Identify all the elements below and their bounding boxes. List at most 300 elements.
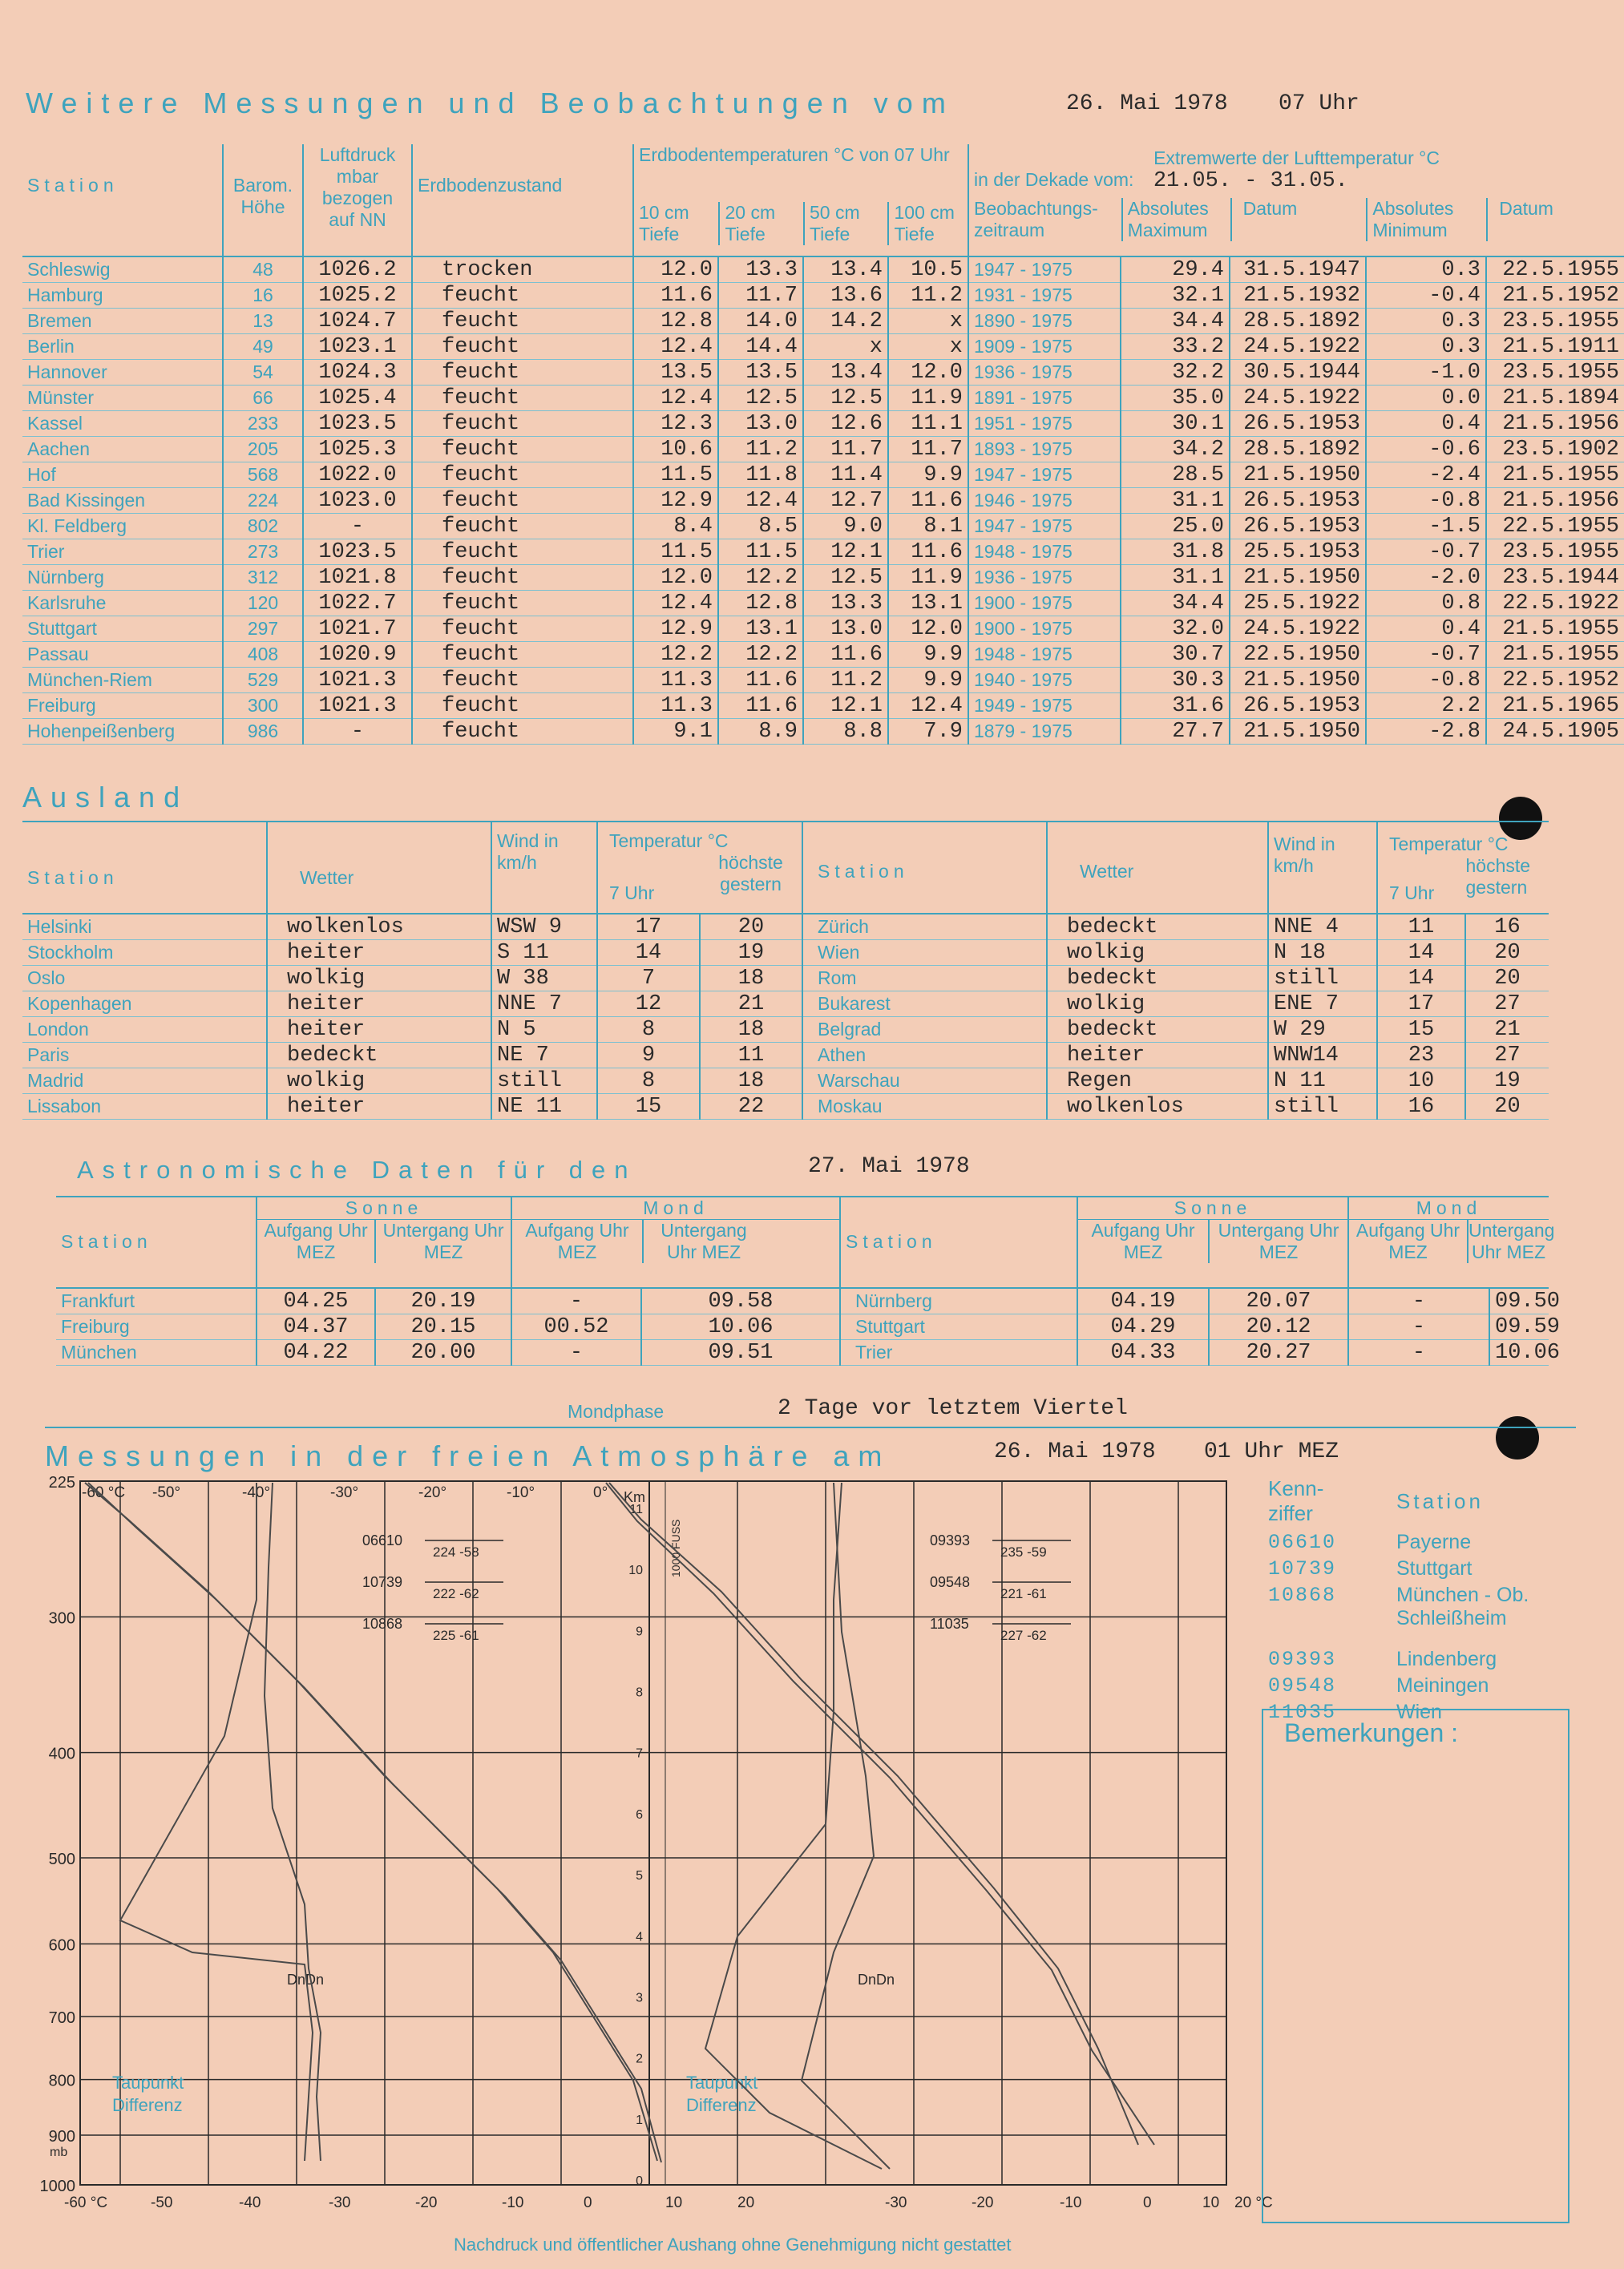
cell: - xyxy=(1348,1288,1489,1314)
legend-row xyxy=(1268,1674,1573,1698)
cell: Kl. Feldberg xyxy=(22,514,223,539)
cell: 11.3 xyxy=(633,668,718,693)
cell: 21 xyxy=(700,991,802,1017)
col-max: Absolutes Maximum xyxy=(1121,198,1230,241)
abroad-col-temp-l xyxy=(597,822,802,914)
abroad-col-7-r: 7 Uhr xyxy=(1389,882,1435,903)
cell: Schleswig xyxy=(22,256,223,283)
temp-label-bottom: -60 °C xyxy=(64,2194,108,2211)
cell: feucht xyxy=(412,334,633,360)
abroad-temp-title-r: Temperatur °C xyxy=(1389,834,1509,854)
cell: 20 xyxy=(1465,1094,1549,1120)
dndn-label: DnDn xyxy=(287,1972,325,1988)
cell: - xyxy=(511,1288,641,1314)
cell: 11.8 xyxy=(718,462,803,488)
right-tropopause: 221 -61 xyxy=(1000,1586,1047,1601)
cell: 14 xyxy=(1377,940,1465,966)
temp-label-top: -30° xyxy=(330,1484,359,1501)
depth-100: 100 cm Tiefe xyxy=(887,202,968,245)
cell: feucht xyxy=(412,565,633,591)
legend-id: 09548 xyxy=(1268,1674,1337,1698)
cell: 04.22 xyxy=(257,1340,375,1366)
temp-label-bottom: -10 xyxy=(502,2194,524,2211)
cell: 09.59 xyxy=(1489,1314,1549,1340)
temp-label-bottom: 10 xyxy=(1202,2194,1220,2211)
temp-label-bottom: -10 xyxy=(1060,2194,1082,2211)
abroad-col-max-r: höchste gestern xyxy=(1465,855,1531,898)
cell: feucht xyxy=(412,488,633,514)
astro-sun-set-r: Untergang Uhr MEZ xyxy=(1208,1220,1347,1263)
cell: 21.5.1950 xyxy=(1230,668,1366,693)
legend-id: 10868 xyxy=(1268,1584,1337,1607)
col-period: Beobachtungs-zeitraum xyxy=(974,198,1098,240)
astro-sun-l xyxy=(257,1197,511,1288)
cell: 04.19 xyxy=(1077,1288,1209,1314)
cell: Bad Kissingen xyxy=(22,488,223,514)
cell: Kopenhagen xyxy=(22,991,267,1017)
cell: x xyxy=(888,334,968,360)
cell: 12.0 xyxy=(888,360,968,386)
cell: 18 xyxy=(700,966,802,991)
cell: -0.8 xyxy=(1366,668,1486,693)
cell: 14 xyxy=(597,940,700,966)
cell: 12.0 xyxy=(633,256,718,283)
table-row xyxy=(22,616,1624,642)
legend-id: 11035 xyxy=(1268,1701,1337,1724)
cell: 1022.0 xyxy=(303,462,412,488)
legend-head-id: Kenn-ziffer xyxy=(1268,1476,1324,1525)
km-tick-label: 1 xyxy=(636,2113,643,2127)
cell: 1948 - 1975 xyxy=(968,539,1121,565)
cell: 21.5.1894 xyxy=(1486,386,1624,411)
depth-10: 10 cm Tiefe xyxy=(639,202,689,244)
cell: 19 xyxy=(700,940,802,966)
mb-label: mb xyxy=(50,2146,68,2159)
cell: -0.4 xyxy=(1366,283,1486,309)
cell: NE 7 xyxy=(491,1043,597,1068)
cell: 12.4 xyxy=(633,386,718,411)
table-row xyxy=(22,309,1624,334)
col-station: Station xyxy=(22,144,223,256)
cell: 12.7 xyxy=(803,488,888,514)
cell: bedeckt xyxy=(1047,914,1268,940)
legend-station: Payerne xyxy=(1396,1531,1472,1553)
legend-station: München - Ob. Schleißheim xyxy=(1396,1584,1529,1629)
cell: 14.4 xyxy=(718,334,803,360)
cell: 7 xyxy=(597,966,700,991)
cell: 13 xyxy=(223,309,303,334)
cell: 13.4 xyxy=(803,360,888,386)
abroad-col-wind-l: Wind in km/h xyxy=(491,822,597,914)
cell: Oslo xyxy=(22,966,267,991)
cell: Hof xyxy=(22,462,223,488)
remarks-label: Bemerkungen : xyxy=(1284,1718,1459,1747)
cell: 12.2 xyxy=(718,565,803,591)
cell: N 5 xyxy=(491,1017,597,1043)
cell: 9.9 xyxy=(888,668,968,693)
astro-sun-r xyxy=(1077,1197,1348,1288)
taupunkt-label: Taupunkt xyxy=(686,2073,758,2093)
cell: Karlsruhe xyxy=(22,591,223,616)
legend-row xyxy=(1268,1584,1573,1630)
cell: 1947 - 1975 xyxy=(968,462,1121,488)
cell: 1879 - 1975 xyxy=(968,719,1121,745)
cell: 24.5.1922 xyxy=(1230,616,1366,642)
cell: 09.50 xyxy=(1489,1288,1549,1314)
cell: 09.58 xyxy=(641,1288,840,1314)
cell: 11.6 xyxy=(718,668,803,693)
moonphase-value: 2 Tage vor letztem Viertel xyxy=(778,1396,1128,1421)
cell: 1022.7 xyxy=(303,591,412,616)
cell: -1.5 xyxy=(1366,514,1486,539)
cell: Rom xyxy=(802,966,1047,991)
cell: NE 11 xyxy=(491,1094,597,1120)
cell: 1024.3 xyxy=(303,360,412,386)
cell: Belgrad xyxy=(802,1017,1047,1043)
table-row xyxy=(22,488,1624,514)
table-row xyxy=(22,693,1624,719)
cell: Hohenpeißenberg xyxy=(22,719,223,745)
cell: 30.7 xyxy=(1121,642,1230,668)
cell: NNE 7 xyxy=(491,991,597,1017)
cell: 12.2 xyxy=(633,642,718,668)
cell: wolkig xyxy=(267,966,491,991)
cell: Nürnberg xyxy=(22,565,223,591)
cell: 11.3 xyxy=(633,693,718,719)
cell: - xyxy=(303,514,412,539)
cell: 1020.9 xyxy=(303,642,412,668)
temp-label-bottom: -20 xyxy=(415,2194,438,2211)
taupunkt-label: Taupunkt xyxy=(112,2073,184,2093)
astro-moon-title-l: Mond xyxy=(512,1197,839,1220)
cell: -2.0 xyxy=(1366,565,1486,591)
isobar-label: 300 xyxy=(48,1609,75,1628)
cell: 1947 - 1975 xyxy=(968,256,1121,283)
cell: 17 xyxy=(597,914,700,940)
cell: 12.1 xyxy=(803,693,888,719)
cell: 27 xyxy=(1465,991,1549,1017)
cell: München-Riem xyxy=(22,668,223,693)
cell: - xyxy=(1348,1314,1489,1340)
abroad-col-wind-r: Wind in km/h xyxy=(1268,822,1377,914)
cell: 1948 - 1975 xyxy=(968,642,1121,668)
cell: 9.9 xyxy=(888,462,968,488)
col-max-date: Datum xyxy=(1230,198,1367,241)
km-tick-label: 7 xyxy=(636,1746,643,1761)
cell: 28.5 xyxy=(1121,462,1230,488)
cell: 1021.8 xyxy=(303,565,412,591)
table-row xyxy=(22,991,1549,1017)
cell: 1023.1 xyxy=(303,334,412,360)
cell: 0.0 xyxy=(1366,386,1486,411)
abroad-col-station-r: Station xyxy=(802,822,1047,914)
footer-note: Nachdruck und öffentlicher Aushang ohne Genehmigung nicht gestattet xyxy=(454,2235,1012,2255)
cell: 21.5.1950 xyxy=(1230,462,1366,488)
cell: 34.2 xyxy=(1121,437,1230,462)
cell: 1936 - 1975 xyxy=(968,360,1121,386)
cell: - xyxy=(511,1340,641,1366)
cell: 13.3 xyxy=(718,256,803,283)
legend-id: 10739 xyxy=(1268,1557,1337,1581)
cell: - xyxy=(1348,1340,1489,1366)
cell: 54 xyxy=(223,360,303,386)
cell: 10.5 xyxy=(888,256,968,283)
cell: 16 xyxy=(223,283,303,309)
km-tick-label: 2 xyxy=(636,2052,643,2066)
temp-label-bottom: 10 xyxy=(665,2194,683,2211)
cell: still xyxy=(1268,966,1377,991)
cell: 9.9 xyxy=(888,642,968,668)
temp-label-bottom: 0 xyxy=(584,2194,592,2211)
cell: Passau xyxy=(22,642,223,668)
cell: 0.8 xyxy=(1366,591,1486,616)
cell: 12.9 xyxy=(633,488,718,514)
legend-id: 06610 xyxy=(1268,1531,1337,1554)
cell: -2.8 xyxy=(1366,719,1486,745)
cell: 13.5 xyxy=(633,360,718,386)
cell: 1947 - 1975 xyxy=(968,514,1121,539)
astro-sun-title-l: Sonne xyxy=(257,1197,511,1220)
cell: 20 xyxy=(1465,940,1549,966)
cell: Moskau xyxy=(802,1094,1047,1120)
cell: 0.4 xyxy=(1366,616,1486,642)
cell: 14.0 xyxy=(718,309,803,334)
aerological-diagram xyxy=(32,1472,1283,2217)
table-row xyxy=(22,642,1624,668)
cell: 1023.0 xyxy=(303,488,412,514)
cell: 04.29 xyxy=(1077,1314,1209,1340)
abroad-col-weather-l: Wetter xyxy=(267,822,491,914)
cell: 21.5.1952 xyxy=(1486,283,1624,309)
cell: Frankfurt xyxy=(56,1288,257,1314)
cell: N 18 xyxy=(1268,940,1377,966)
cell: 25.5.1953 xyxy=(1230,539,1366,565)
cell: 8 xyxy=(597,1068,700,1094)
cell: 12.6 xyxy=(803,411,888,437)
cell: 20.07 xyxy=(1209,1288,1348,1314)
cell: Freiburg xyxy=(56,1314,257,1340)
cell: 31.1 xyxy=(1121,565,1230,591)
cell: -1.0 xyxy=(1366,360,1486,386)
sounding-curve xyxy=(705,1483,882,2169)
cell: 568 xyxy=(223,462,303,488)
cell: 14.2 xyxy=(803,309,888,334)
cell: W 29 xyxy=(1268,1017,1377,1043)
cell: 10 xyxy=(1377,1068,1465,1094)
temp-label-top: 0° xyxy=(593,1484,608,1501)
km-label: Km xyxy=(624,1489,645,1505)
abroad-col-max-l: höchste gestern xyxy=(718,852,783,894)
soil-temp-title: Erdbodentemperaturen °C von 07 Uhr xyxy=(639,144,950,165)
astro-col-station-l: Station xyxy=(56,1197,257,1288)
temp-label-top: -50° xyxy=(152,1484,181,1501)
cell: 1023.5 xyxy=(303,539,412,565)
cell: 9.1 xyxy=(633,719,718,745)
cell: trocken xyxy=(412,256,633,283)
km-tick-label: 3 xyxy=(636,1991,643,2005)
cell: 25.5.1922 xyxy=(1230,591,1366,616)
cell: 33.2 xyxy=(1121,334,1230,360)
cell: 23.5.1944 xyxy=(1486,565,1624,591)
km-tick-label: 8 xyxy=(636,1686,643,1700)
col-pressure: Luftdruck mbar bezogen auf NN xyxy=(303,144,412,256)
left-tropopause: 222 -62 xyxy=(433,1586,479,1601)
col-extreme xyxy=(968,144,1624,256)
cell: München xyxy=(56,1340,257,1366)
cell: 11.7 xyxy=(718,283,803,309)
left-station-id: 10739 xyxy=(362,1574,403,1590)
cell: 18 xyxy=(700,1017,802,1043)
table-row xyxy=(22,437,1624,462)
legend-row xyxy=(1268,1531,1573,1554)
cell: 12.4 xyxy=(633,591,718,616)
taupunkt-label: Differenz xyxy=(686,2095,757,2115)
astro-sun-rise-r: Aufgang Uhr MEZ xyxy=(1091,1220,1195,1262)
temp-label-top: -60 °C xyxy=(82,1484,126,1501)
cell: 11.1 xyxy=(888,411,968,437)
cell: 8 xyxy=(597,1017,700,1043)
table-row xyxy=(22,1068,1549,1094)
cell: 28.5.1892 xyxy=(1230,437,1366,462)
right-tropopause: 227 -62 xyxy=(1000,1628,1047,1643)
cell: 21.5.1955 xyxy=(1486,642,1624,668)
cell: 15 xyxy=(597,1094,700,1120)
cell: 12.3 xyxy=(633,411,718,437)
cell: feucht xyxy=(412,437,633,462)
table-row xyxy=(22,334,1624,360)
cell: WNW14 xyxy=(1268,1043,1377,1068)
cell: 11.6 xyxy=(633,283,718,309)
cell: 233 xyxy=(223,411,303,437)
cell: 1025.2 xyxy=(303,283,412,309)
cell: 1900 - 1975 xyxy=(968,616,1121,642)
cell: 21.5.1955 xyxy=(1486,616,1624,642)
cell: 26.5.1953 xyxy=(1230,514,1366,539)
cell: 0.3 xyxy=(1366,256,1486,283)
cell: heiter xyxy=(267,1094,491,1120)
cell: 11 xyxy=(1377,914,1465,940)
cell: 34.4 xyxy=(1121,591,1230,616)
cell: wolkig xyxy=(1047,991,1268,1017)
cell: 11.6 xyxy=(888,539,968,565)
depth-50: 50 cm Tiefe xyxy=(803,202,888,245)
cell: 11.2 xyxy=(888,283,968,309)
cell: 30.3 xyxy=(1121,668,1230,693)
cell: 1949 - 1975 xyxy=(968,693,1121,719)
extreme-title: Extremwerte der Lufttemperatur °C xyxy=(1153,147,1440,168)
cell: Stockholm xyxy=(22,940,267,966)
abroad-col-7-l: 7 Uhr xyxy=(609,882,655,903)
abroad-title: Ausland xyxy=(22,781,189,814)
cell: 1021.7 xyxy=(303,616,412,642)
cell: 9.0 xyxy=(803,514,888,539)
cell: feucht xyxy=(412,360,633,386)
cell: 21.5.1950 xyxy=(1230,719,1366,745)
cell: 12.4 xyxy=(888,693,968,719)
cell: 802 xyxy=(223,514,303,539)
cell: NNE 4 xyxy=(1268,914,1377,940)
cell: heiter xyxy=(267,991,491,1017)
table-row xyxy=(22,462,1624,488)
cell: 26.5.1953 xyxy=(1230,488,1366,514)
temp-label-bottom: 20 °C xyxy=(1234,2194,1273,2211)
cell: feucht xyxy=(412,309,633,334)
cell: 25.0 xyxy=(1121,514,1230,539)
cell: 21.5.1956 xyxy=(1486,411,1624,437)
cell: 31.1 xyxy=(1121,488,1230,514)
cell: 10.06 xyxy=(641,1314,840,1340)
col-soil-state: Erdbodenzustand xyxy=(412,144,633,256)
cell: 11.5 xyxy=(633,539,718,565)
cell: Berlin xyxy=(22,334,223,360)
cell: 14 xyxy=(1377,966,1465,991)
cell: 300 xyxy=(223,693,303,719)
cell: 12.4 xyxy=(633,334,718,360)
astro-sun-title-r: Sonne xyxy=(1078,1197,1347,1220)
cell: 30.5.1944 xyxy=(1230,360,1366,386)
header-time: 07 Uhr xyxy=(1279,91,1359,116)
cell: Madrid xyxy=(22,1068,267,1094)
cell: 17 xyxy=(1377,991,1465,1017)
cell: 13.4 xyxy=(803,256,888,283)
cell: 31.6 xyxy=(1121,693,1230,719)
right-station-id: 11035 xyxy=(930,1616,969,1632)
cell: 12.4 xyxy=(718,488,803,514)
sounding-curve xyxy=(606,1483,1154,2145)
cell: 23.5.1955 xyxy=(1486,309,1624,334)
cell: 21.5.1950 xyxy=(1230,565,1366,591)
cell: Wien xyxy=(802,940,1047,966)
cell: 22.5.1950 xyxy=(1230,642,1366,668)
cell: WSW 9 xyxy=(491,914,597,940)
cell: 11.5 xyxy=(718,539,803,565)
cell: -2.4 xyxy=(1366,462,1486,488)
cell: bedeckt xyxy=(1047,1017,1268,1043)
astro-moon-title-r: Mond xyxy=(1349,1197,1549,1220)
temp-label-top: -10° xyxy=(507,1484,535,1501)
cell: feucht xyxy=(412,514,633,539)
cell: 529 xyxy=(223,668,303,693)
cell: 9 xyxy=(597,1043,700,1068)
dndn-label: DnDn xyxy=(858,1972,895,1988)
col-min-date: Datum xyxy=(1486,198,1624,241)
cell: 13.1 xyxy=(888,591,968,616)
abroad-temp-title-l: Temperatur °C xyxy=(609,830,729,851)
legend-station: Meiningen xyxy=(1396,1674,1489,1697)
cell: x xyxy=(888,309,968,334)
temp-label-bottom: 20 xyxy=(737,2194,755,2211)
cell: 20 xyxy=(700,914,802,940)
temp-label-bottom: -40 xyxy=(239,2194,261,2211)
cell: 24.5.1922 xyxy=(1230,386,1366,411)
cell: Bukarest xyxy=(802,991,1047,1017)
legend-head-station: Station xyxy=(1396,1489,1484,1513)
cell: 1026.2 xyxy=(303,256,412,283)
table-row xyxy=(22,914,1549,940)
cell: 12.2 xyxy=(718,642,803,668)
cell: 7.9 xyxy=(888,719,968,745)
cell: 24.5.1922 xyxy=(1230,334,1366,360)
aero-time: 01 Uhr MEZ xyxy=(1204,1439,1339,1464)
cell: 35.0 xyxy=(1121,386,1230,411)
header-date: 26. Mai 1978 xyxy=(1066,91,1228,116)
cell: 21.5.1932 xyxy=(1230,283,1366,309)
domestic-table xyxy=(22,144,1624,745)
cell: feucht xyxy=(412,616,633,642)
cell: 205 xyxy=(223,437,303,462)
fuss-label: 1000 FUSS xyxy=(669,1519,682,1577)
cell: 986 xyxy=(223,719,303,745)
